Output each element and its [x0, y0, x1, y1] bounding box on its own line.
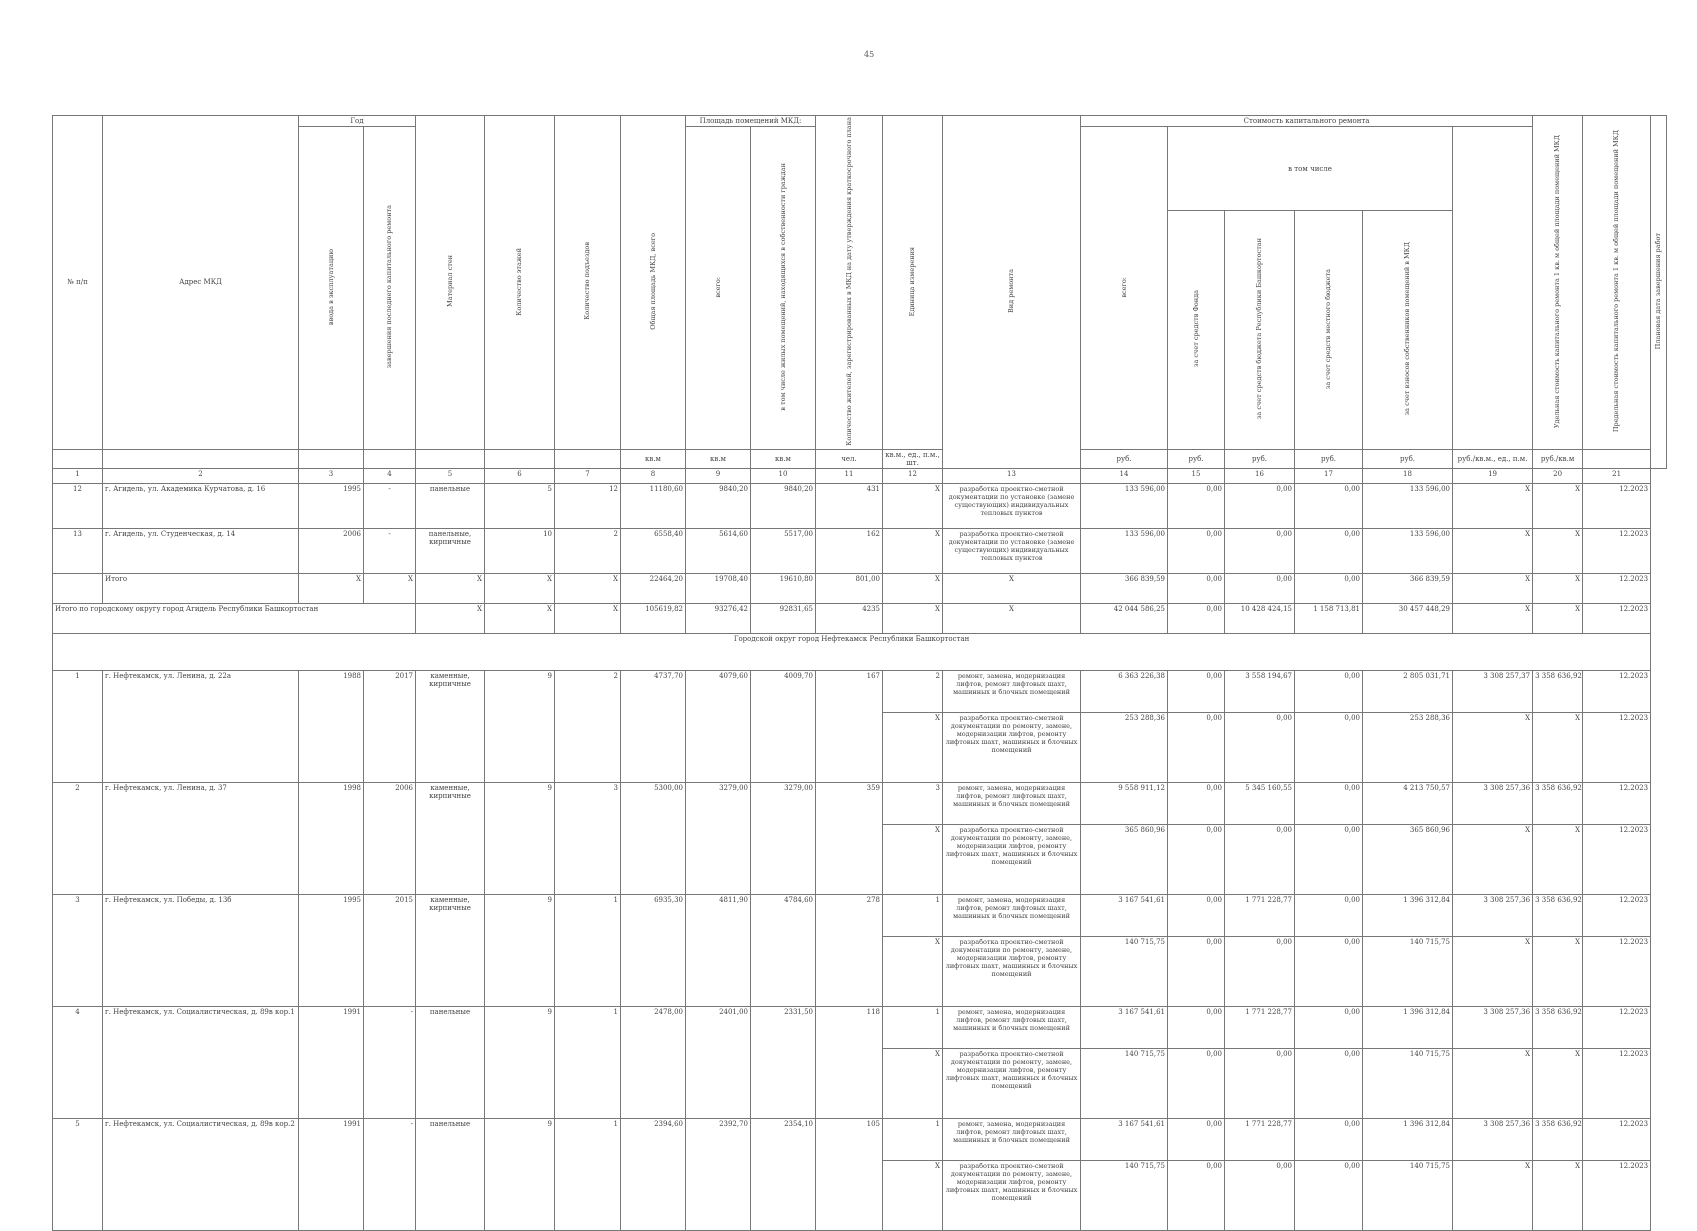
cell-f: 0,00 — [1168, 1006, 1225, 1048]
cell-y2: 2015 — [364, 894, 416, 1006]
cell-date: 12.2023 — [1583, 894, 1651, 936]
header-max-cost: Предельная стоимость капитального ремонта 1 кв. м общей площади помещений МКД — [1583, 116, 1651, 450]
cell-rb: 0,00 — [1225, 1160, 1295, 1230]
cell-no: 1 — [53, 670, 103, 782]
unit-blank — [299, 449, 364, 468]
cell-res: 167 — [816, 670, 883, 782]
header-unit-measure: Единица измерения — [883, 116, 943, 450]
cell-work: ремонт, замена, модернизация лифтов, ремонт лифтовых шахт, машинных и блочных помещений — [943, 1118, 1081, 1160]
unit-blank — [364, 449, 416, 468]
cell-mat: панельные — [416, 1118, 485, 1230]
unit-blank — [555, 449, 621, 468]
cell-res: 278 — [816, 894, 883, 1006]
header-entrances: Количество подъездов — [555, 116, 621, 450]
cell-own: 1 396 312,84 — [1363, 1006, 1453, 1048]
cell-own: 1 396 312,84 — [1363, 894, 1453, 936]
cell-ct: 3 167 541,61 — [1081, 894, 1168, 936]
section-title: Городской округ город Нефтекамск Республики Башкортостан — [53, 633, 1651, 670]
cell-uc: X — [1453, 1160, 1533, 1230]
unit-area: кв.м — [686, 449, 751, 468]
cell-f: 0,00 — [1168, 936, 1225, 1006]
header-year-commission: ввода в эксплуатацию — [299, 127, 364, 450]
cell-pr: 4009,70 — [751, 670, 816, 782]
cell-res: 105 — [816, 1118, 883, 1230]
cell-lb: 0,00 — [1295, 1160, 1363, 1230]
unit-people: чел. — [816, 449, 883, 468]
cell-own: 140 715,75 — [1363, 936, 1453, 1006]
table-row — [53, 894, 1667, 936]
cell-own: 1 396 312,84 — [1363, 1118, 1453, 1160]
header-planned-date: Плановая дата завершения работ — [1651, 116, 1667, 469]
cell-uc: X — [1453, 936, 1533, 1006]
cell-date: 12.2023 — [1583, 712, 1651, 782]
cell-mat: каменные, кирпичные — [416, 670, 485, 782]
unit-rub: руб. — [1168, 449, 1225, 468]
cell-f: 0,00 — [1168, 712, 1225, 782]
unit-rub: руб. — [1363, 449, 1453, 468]
cell-rb: 0,00 — [1225, 824, 1295, 894]
cell-ent: 2 — [555, 670, 621, 782]
cell-rb: 1 771 228,77 — [1225, 1118, 1295, 1160]
cell-date: 12.2023 — [1583, 670, 1651, 712]
cell-mc: 3 358 636,92 — [1533, 1006, 1583, 1048]
header-fund: за счет средств Фонда — [1168, 211, 1225, 450]
cell-uc: 3 308 257,36 — [1453, 894, 1533, 936]
cell-ct: 140 715,75 — [1081, 1048, 1168, 1118]
cell-lb: 0,00 — [1295, 782, 1363, 824]
cell-addr: г. Нефтекамск, ул. Социалистическая, д. 89в кор.1 — [103, 1006, 299, 1118]
cell-um: X — [883, 712, 943, 782]
unit-blank — [485, 449, 555, 468]
cell-work: разработка проектно-сметной документации по ремонту, замене, модернизации лифтов, ремонту лифтовых шахт, машинных и блочных помещений — [943, 1160, 1081, 1230]
unit-blank — [416, 449, 485, 468]
cell-own: 140 715,75 — [1363, 1048, 1453, 1118]
cell-work: ремонт, замена, модернизация лифтов, ремонт лифтовых шахт, машинных и блочных помещений — [943, 782, 1081, 824]
cell-lb: 0,00 — [1295, 1118, 1363, 1160]
table-row: 12 г. Агидель, ул. Академика Курчатова, д. 16 1995 - панельные 5 12 11180,60 9840,20 9840,20 431 X разработка проектно-сметной документации по установке (замене существующих) индивидуальных тепловых пунктов 133 596,00 0,00 0,00 0,00 133 596,00 X X 12.2023 — [53, 483, 1667, 528]
cell-rb: 1 771 228,77 — [1225, 894, 1295, 936]
header-total-area: Общая площадь МКД, всего — [621, 116, 686, 450]
cell-fl: 9 — [485, 670, 555, 782]
cell-y1: 1991 — [299, 1006, 364, 1118]
header-cost-group: Стоимость капитального ремонта — [1081, 116, 1533, 127]
cell-own: 140 715,75 — [1363, 1160, 1453, 1230]
cell-work: разработка проектно-сметной документации по ремонту, замене, модернизации лифтов, ремонту лифтовых шахт, машинных и блочных помещений — [943, 712, 1081, 782]
cell-rb: 1 771 228,77 — [1225, 1006, 1295, 1048]
unit-rub: руб. — [1081, 449, 1168, 468]
header-residents: Количество жителей, зарегистрированных в МКД на дату утверждения краткосрочного плана — [816, 116, 883, 450]
cell-y2: 2017 — [364, 670, 416, 782]
cell-f: 0,00 — [1168, 782, 1225, 824]
cell-addr: г. Нефтекамск, ул. Победы, д. 13б — [103, 894, 299, 1006]
cell-uc: X — [1453, 1048, 1533, 1118]
cell-uc: 3 308 257,36 — [1453, 1118, 1533, 1160]
cell-date: 12.2023 — [1583, 1160, 1651, 1230]
header-cost-total: всего: — [1081, 127, 1168, 450]
header-unit-cost: Удельная стоимость капитального ремонта 1 кв. м общей площади помещений МКД — [1533, 116, 1583, 450]
cell-fl: 9 — [485, 1118, 555, 1230]
cell-um: X — [883, 936, 943, 1006]
table-row — [53, 782, 1667, 824]
page-number: 45 — [864, 50, 875, 59]
header-address: Адрес МКД — [103, 116, 299, 450]
cell-uc: 3 308 257,37 — [1453, 670, 1533, 712]
cell-um: 1 — [883, 894, 943, 936]
cell-pt: 4079,60 — [686, 670, 751, 782]
cell-date: 12.2023 — [1583, 1048, 1651, 1118]
header-premises-residential: в том числе жилых помещений, находящихся в собственности граждан — [751, 127, 816, 450]
cell-mc: X — [1533, 936, 1583, 1006]
header-wall-material: Материал стен — [416, 116, 485, 450]
unit-max-rub: руб./кв.м — [1533, 449, 1583, 468]
cell-addr: г. Нефтекамск, ул. Ленина, д. 22а — [103, 670, 299, 782]
cell-mat: панельные — [416, 1006, 485, 1118]
cell-date: 12.2023 — [1583, 782, 1651, 824]
cell-y1: 1995 — [299, 894, 364, 1006]
cell-no: 2 — [53, 782, 103, 894]
cell-work: разработка проектно-сметной документации по ремонту, замене, модернизации лифтов, ремонту лифтовых шахт, машинных и блочных помещений — [943, 1048, 1081, 1118]
cell-no: 5 — [53, 1118, 103, 1230]
cell-rb: 0,00 — [1225, 936, 1295, 1006]
cell-addr: г. Нефтекамск, ул. Социалистическая, д. 89в кор.2 — [103, 1118, 299, 1230]
cell-area: 2478,00 — [621, 1006, 686, 1118]
unit-blank — [53, 449, 103, 468]
cell-ct: 6 363 226,38 — [1081, 670, 1168, 712]
cell-mc: X — [1533, 1160, 1583, 1230]
cell-y2: 2006 — [364, 782, 416, 894]
cell-y2: - — [364, 1006, 416, 1118]
cell-y2: - — [364, 1118, 416, 1230]
cell-fl: 9 — [485, 894, 555, 1006]
cell-no: 3 — [53, 894, 103, 1006]
cell-mc: 3 358 636,92 — [1533, 894, 1583, 936]
cell-um: X — [883, 1160, 943, 1230]
cell-area: 6935,30 — [621, 894, 686, 1006]
cell-pr: 2331,50 — [751, 1006, 816, 1118]
cell-ct: 365 860,96 — [1081, 824, 1168, 894]
cell-mc: 3 358 636,92 — [1533, 782, 1583, 824]
table-row — [53, 1118, 1667, 1160]
cell-y1: 1988 — [299, 670, 364, 782]
cell-mc: 3 358 636,92 — [1533, 670, 1583, 712]
cell-date: 12.2023 — [1583, 1118, 1651, 1160]
header-year-last-repair: завершения последнего капитального ремонта — [364, 127, 416, 450]
cell-f: 0,00 — [1168, 894, 1225, 936]
cell-lb: 0,00 — [1295, 894, 1363, 936]
cell-area: 2394,60 — [621, 1118, 686, 1230]
cell-rb: 5 345 160,55 — [1225, 782, 1295, 824]
cell-f: 0,00 — [1168, 1160, 1225, 1230]
cell-um: 1 — [883, 1118, 943, 1160]
cell-area: 4737,70 — [621, 670, 686, 782]
cell-pr: 4784,60 — [751, 894, 816, 1006]
cell-f: 0,00 — [1168, 1118, 1225, 1160]
cell-mc: X — [1533, 1048, 1583, 1118]
cell-fl: 9 — [485, 1006, 555, 1118]
cell-pr: 2354,10 — [751, 1118, 816, 1230]
header-year-group: Год — [299, 116, 416, 127]
cell-no: 4 — [53, 1006, 103, 1118]
cell-ent: 1 — [555, 1118, 621, 1230]
header-local-budget: за счет средств местного бюджета — [1295, 211, 1363, 450]
header-premises-total: всего: — [686, 127, 751, 450]
cell-lb: 0,00 — [1295, 1048, 1363, 1118]
column-numbers-row: 1 2 3 4 5 6 7 8 9 10 11 12 13 14 15 16 17 18 19 20 21 — [53, 468, 1667, 483]
cell-work: разработка проектно-сметной документации по ремонту, замене, модернизации лифтов, ремонту лифтовых шахт, машинных и блочных помещений — [943, 936, 1081, 1006]
cell-uc: X — [1453, 712, 1533, 782]
cell-work: ремонт, замена, модернизация лифтов, ремонт лифтовых шахт, машинных и блочных помещений — [943, 1006, 1081, 1048]
unit-measure: кв.м., ед., п.м., шт. — [883, 449, 943, 468]
cell-own: 365 860,96 — [1363, 824, 1453, 894]
cell-mat: каменные, кирпичные — [416, 782, 485, 894]
section-heading-row — [53, 633, 1667, 670]
cell-pt: 2392,70 — [686, 1118, 751, 1230]
cell-um: 2 — [883, 670, 943, 712]
cell-lb: 0,00 — [1295, 936, 1363, 1006]
cell-work: ремонт, замена, модернизация лифтов, ремонт лифтовых шахт, машинных и блочных помещений — [943, 894, 1081, 936]
unit-rub: руб. — [1225, 449, 1295, 468]
cell-uc: X — [1453, 824, 1533, 894]
table-row: 13 г. Агидель, ул. Студенческая, д. 14 2006 - панельные, кирпичные 10 2 6558,40 5614,60 5517,00 162 X разработка проектно-сметной документации по установке (замене существующих) индивидуальных тепловых пунктов 133 596,00 0,00 0,00 0,00 133 596,00 X X 12.2023 — [53, 528, 1667, 573]
cell-own: 4 213 750,57 — [1363, 782, 1453, 824]
cell-f: 0,00 — [1168, 824, 1225, 894]
cell-fl: 9 — [485, 782, 555, 894]
neftekamsk-rows — [53, 670, 1667, 1230]
district-total-row: Итого по городскому округу город Агидель Республики Башкортостан X X X 105619,82 93276,42 92831,65 4235 X X 42 044 586,25 0,00 10 428 424,15 1 158 713,81 30 457 448,29 X X 12.2023 — [53, 603, 1667, 633]
cell-ent: 1 — [555, 894, 621, 1006]
cell-f: 0,00 — [1168, 1048, 1225, 1118]
cell-area: 5300,00 — [621, 782, 686, 894]
cell-uc: 3 308 257,36 — [1453, 1006, 1533, 1048]
cell-rb: 0,00 — [1225, 1048, 1295, 1118]
cell-ct: 3 167 541,61 — [1081, 1118, 1168, 1160]
cell-um: 3 — [883, 782, 943, 824]
subtotal-row: Итого X X X X X 22464,20 19708,40 19610,80 801,00 X X 366 839,59 0,00 0,00 0,00 366 839,59 X X 12.2023 — [53, 573, 1667, 603]
cell-uc: 3 308 257,36 — [1453, 782, 1533, 824]
cell-lb: 0,00 — [1295, 824, 1363, 894]
header-incl: в том числе — [1168, 127, 1453, 211]
cell-date: 12.2023 — [1583, 936, 1651, 1006]
cell-pt: 2401,00 — [686, 1006, 751, 1118]
unit-rub: руб. — [1295, 449, 1363, 468]
header-owners: за счет взносов собственников помещений в МКД — [1363, 211, 1453, 450]
cell-ct: 140 715,75 — [1081, 936, 1168, 1006]
table-row — [53, 670, 1667, 712]
cell-ct: 9 558 911,12 — [1081, 782, 1168, 824]
cell-date: 12.2023 — [1583, 1006, 1651, 1048]
header-premises-group: Площадь помещений МКД: — [686, 116, 816, 127]
table-row — [53, 1006, 1667, 1048]
unit-unit-rub: руб./кв.м., ед., п.м. — [1453, 449, 1533, 468]
cell-own: 253 288,36 — [1363, 712, 1453, 782]
cell-lb: 0,00 — [1295, 712, 1363, 782]
cell-y1: 1998 — [299, 782, 364, 894]
cell-mc: X — [1533, 824, 1583, 894]
cell-um: X — [883, 824, 943, 894]
cell-ent: 3 — [555, 782, 621, 894]
cell-ct: 3 167 541,61 — [1081, 1006, 1168, 1048]
cell-pt: 3279,00 — [686, 782, 751, 894]
unit-area: кв.м — [621, 449, 686, 468]
header-floors: Количество этажей — [485, 116, 555, 450]
cell-res: 359 — [816, 782, 883, 894]
cell-ct: 140 715,75 — [1081, 1160, 1168, 1230]
cell-um: 1 — [883, 1006, 943, 1048]
cell-ct: 253 288,36 — [1081, 712, 1168, 782]
cell-ent: 1 — [555, 1006, 621, 1118]
header-republic-budget: за счет средств бюджета Республики Башкортостан — [1225, 211, 1295, 450]
cell-rb: 3 558 194,67 — [1225, 670, 1295, 712]
header-no: № п/п — [53, 116, 103, 450]
cell-own: 2 805 031,71 — [1363, 670, 1453, 712]
cell-f: 0,00 — [1168, 670, 1225, 712]
repair-plan-table — [52, 115, 1667, 1231]
cell-pr: 3279,00 — [751, 782, 816, 894]
cell-mc: X — [1533, 712, 1583, 782]
cell-date: 12.2023 — [1583, 824, 1651, 894]
cell-mc: 3 358 636,92 — [1533, 1118, 1583, 1160]
cell-lb: 0,00 — [1295, 1006, 1363, 1048]
cell-res: 118 — [816, 1006, 883, 1118]
header-work-type: Вид ремонта — [943, 116, 1081, 469]
unit-blank — [103, 449, 299, 468]
cell-um: X — [883, 1048, 943, 1118]
cell-lb: 0,00 — [1295, 670, 1363, 712]
repair-plan-sheet — [52, 115, 1667, 1231]
cell-y1: 1991 — [299, 1118, 364, 1230]
cell-work: разработка проектно-сметной документации по ремонту, замене, модернизации лифтов, ремонту лифтовых шахт, машинных и блочных помещений — [943, 824, 1081, 894]
unit-area: кв.м — [751, 449, 816, 468]
cell-pt: 4811,90 — [686, 894, 751, 1006]
cell-mat: каменные, кирпичные — [416, 894, 485, 1006]
cell-addr: г. Нефтекамск, ул. Ленина, д. 37 — [103, 782, 299, 894]
cell-work: ремонт, замена, модернизация лифтов, ремонт лифтовых шахт, машинных и блочных помещений — [943, 670, 1081, 712]
cell-rb: 0,00 — [1225, 712, 1295, 782]
